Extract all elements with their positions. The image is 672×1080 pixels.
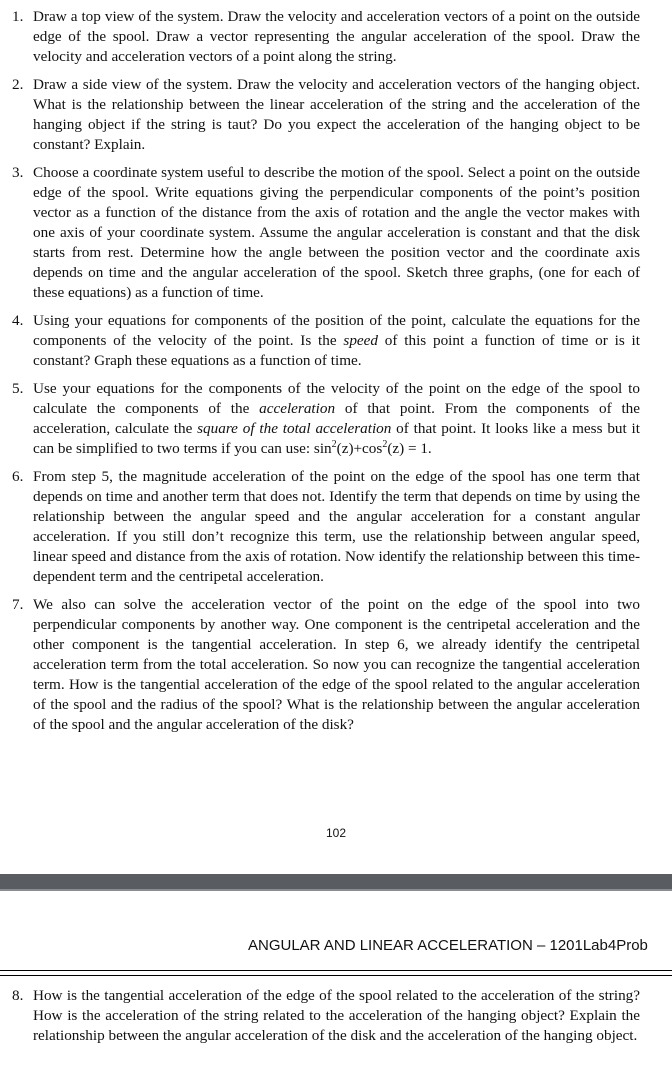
page-number: 102 xyxy=(325,826,347,840)
identity-formula: $\sin^2(z)+\cos^2(z) = 1$. xyxy=(313,438,432,457)
step-text: How is the tangential acceleration of the edge of the spool related to the acceleration of the string? How is the acceleration of the string related to the acceleration of the hanging object? Explain the relationship between the angular acceleration of the disk and the acceleration of the hanging object. xyxy=(33,987,640,1044)
header-rule-secondary xyxy=(0,975,672,976)
header-rule xyxy=(0,970,672,971)
step-6 xyxy=(12,467,640,587)
step-text: Choose a coordinate system useful to describe the motion of the spool. Select a point on the outside edge of the spool. Write equations giving the perpendicular components of the point’s position vector as a function of the distance from the axis of rotation and the angle the vector makes with one axis of your coordinate system. Assume the angular acceleration is constant and that the disk starts from rest. Determine how the angle between the position vector and the coordinate axis depends on time and the angular acceleration of the spool. Sketch three graphs, (one for each of these equations) as a function of time. xyxy=(33,164,640,301)
step-4 xyxy=(12,311,640,371)
step-1 xyxy=(12,7,640,67)
step-number: 8. xyxy=(12,987,24,1004)
step-text: From step 5, the magnitude acceleration of the point on the edge of the spool has one term that depends on time and another term that does not. Identify the term that depends on time by using the relationship between the angular speed and the angular acceleration for a constant angular acceleration. If you still don’t recognize this term, use the relationship between angular speed, linear speed and distance from the axis of rotation. Now identify the relationship between this time-dependent term and the centripetal acceleration. xyxy=(33,468,640,585)
step-list xyxy=(12,7,640,743)
page-separator xyxy=(0,874,672,889)
step-number: 6. xyxy=(12,468,24,485)
step-list-continued xyxy=(12,986,640,1054)
step-2 xyxy=(12,75,640,155)
step-text: We also can solve the acceleration vector of the point on the edge of the spool into two perpendicular components by another way. One component is the centripetal acceleration and the other component is the tangential acceleration. In step 6, we already identify the centripetal acceleration term from the total acceleration. So now you can recognize the tangential acceleration term. How is the tangential acceleration of the edge of the spool related to the angular acceleration of the spool and the radius of the spool? What is the relationship between the angular acceleration of the spool and the angular acceleration of the disk? xyxy=(33,596,640,733)
step-5 xyxy=(12,379,640,459)
header-title: ANGULAR AND LINEAR ACCELERATION – 1201Lab4Prob xyxy=(248,937,648,954)
step-number: 7. xyxy=(12,596,24,613)
step-text: Using your equations for components of the position of the point, calculate the equations for the components of the velocity of the point. Is the speed of this point a function of time or is it constant? Graph these equations as a function of time. xyxy=(33,312,640,369)
step-8 xyxy=(12,986,640,1046)
step-number: 4. xyxy=(12,312,24,329)
step-number: 2. xyxy=(12,76,24,93)
step-text: Draw a side view of the system. Draw the velocity and acceleration vectors of the hanging object. What is the relationship between the linear acceleration of the string and the acceleration of the hanging object if the string is taut? Do you expect the acceleration of the hanging object to be constant? Explain. xyxy=(33,76,640,153)
step-number: 5. xyxy=(12,380,24,397)
step-number: 1. xyxy=(12,8,24,25)
step-text: Use your equations for the components of the velocity of the point on the edge of the spool to calculate the components of the acceleration of that point. From the components of the acceleration, calculate the square of the total acceleration of that point. It looks like a mess but it can be simplified to two terms if you can use: $\sin^2(z)+\cos^2(z) = 1$. xyxy=(33,380,640,457)
step-7 xyxy=(12,595,640,735)
step-3 xyxy=(12,163,640,303)
page-separator-highlight xyxy=(0,889,672,891)
running-header xyxy=(0,936,672,956)
step-number: 3. xyxy=(12,164,24,181)
step-text: Draw a top view of the system. Draw the velocity and acceleration vectors of a point on the outside edge of the spool. Draw a vector representing the angular acceleration of the spool. Draw the velocity and acceleration vectors of a point along the string. xyxy=(33,8,640,65)
